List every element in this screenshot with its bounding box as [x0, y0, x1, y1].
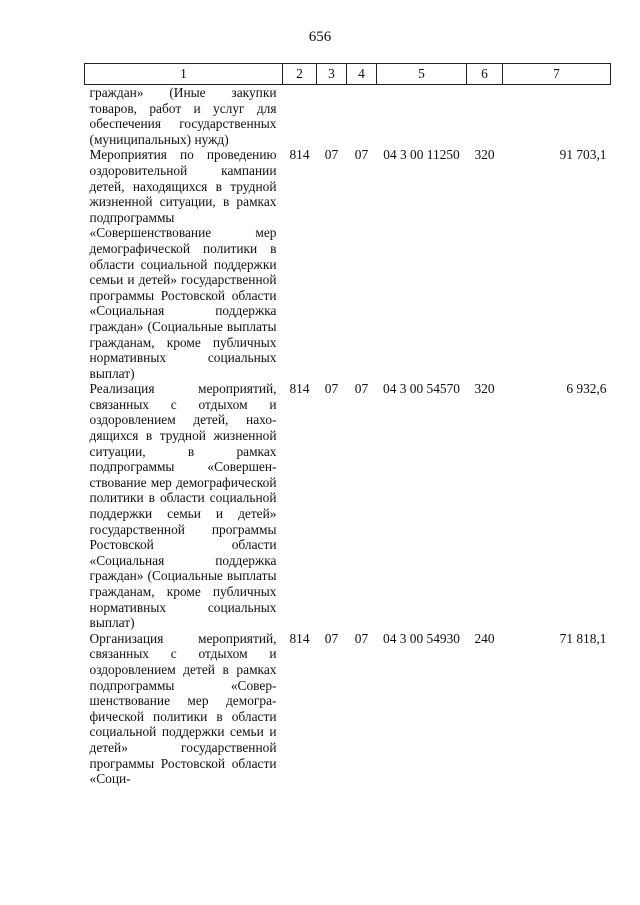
row-subsection-code: 07	[354, 147, 369, 163]
header-row	[85, 64, 611, 85]
header-col-4: 4	[347, 64, 377, 85]
row-ministry-code: 814	[289, 147, 310, 163]
row-subsection-code	[347, 85, 377, 148]
page-number: 656	[308, 29, 332, 45]
header-col-1: 1	[85, 64, 283, 85]
row-target-article: 04 3 00 54930	[383, 630, 460, 646]
table-row	[85, 147, 611, 381]
row-description	[85, 381, 283, 631]
row-description	[85, 85, 283, 148]
row-description	[85, 147, 283, 381]
row-amount: 71 818,1	[559, 630, 607, 646]
row-expense-type: 320	[474, 381, 495, 397]
row-section-code: 07	[324, 147, 339, 163]
row-ministry-code: 814	[289, 381, 310, 397]
row-section-code: 07	[324, 381, 339, 397]
row-amount: 6 932,6	[566, 381, 607, 397]
header-col-6: 6	[467, 64, 503, 85]
header-col-2: 2	[283, 64, 317, 85]
row-description-text: Организация мероприятий, связанных с отдыхом и оздоровлением детей в рамках подпрограммы «Совершенствование мер демографической политики в области социальной поддержки семьи и детей» государственной программы Ростовской области «Соци-	[89, 630, 277, 787]
row-description	[85, 631, 283, 787]
row-description-text: Мероприятия по проведению оздоровительной кампании детей, находящихся в трудной жизненной ситуации, в рамках подпрограммы «Совершенствование мер демографической политики в области социальной поддержки семьи и детей» государственной программы Ростовской области «Социальная поддержка граждан» (Социальные выплаты гражданам, кроме публичных нормативных социальных выплат)	[89, 147, 277, 381]
row-section-code: 07	[324, 630, 339, 646]
row-target-article: 04 3 00 11250	[383, 147, 460, 163]
row-amount	[503, 85, 611, 148]
row-description-text: Реализация мероприятий, связанных с отдыхом и оздоровлением детей, находящихся в трудной жизненной ситуации, в рамках подпрограммы «Совершенствование мер демографической политики в области социальной поддержки семьи и детей» государственной программы Ростовской области «Социальная поддержка граждан» (Социальные выплаты гражданам, кроме публичных нормативных социальных выплат)	[89, 381, 277, 631]
row-expense-type: 320	[474, 147, 495, 163]
header-col-5: 5	[377, 64, 467, 85]
row-target-article	[377, 85, 467, 148]
header-col-3: 3	[317, 64, 347, 85]
row-amount: 91 703,1	[559, 147, 607, 163]
budget-table	[84, 63, 611, 787]
row-subsection-code: 07	[354, 630, 369, 646]
row-target-article: 04 3 00 54570	[383, 381, 460, 397]
table-row	[85, 631, 611, 787]
row-ministry-code	[283, 85, 317, 148]
row-description-text: граждан» (Иные закупки товаров, работ и услуг для обеспечения государственных (муниципальных) нужд)	[89, 85, 277, 147]
table-row	[85, 381, 611, 631]
row-section-code	[317, 85, 347, 148]
row-expense-type	[467, 85, 503, 148]
row-subsection-code: 07	[354, 381, 369, 397]
row-expense-type: 240	[474, 630, 495, 646]
table-row	[85, 85, 611, 148]
header-col-7: 7	[503, 64, 611, 85]
row-ministry-code: 814	[289, 630, 310, 646]
